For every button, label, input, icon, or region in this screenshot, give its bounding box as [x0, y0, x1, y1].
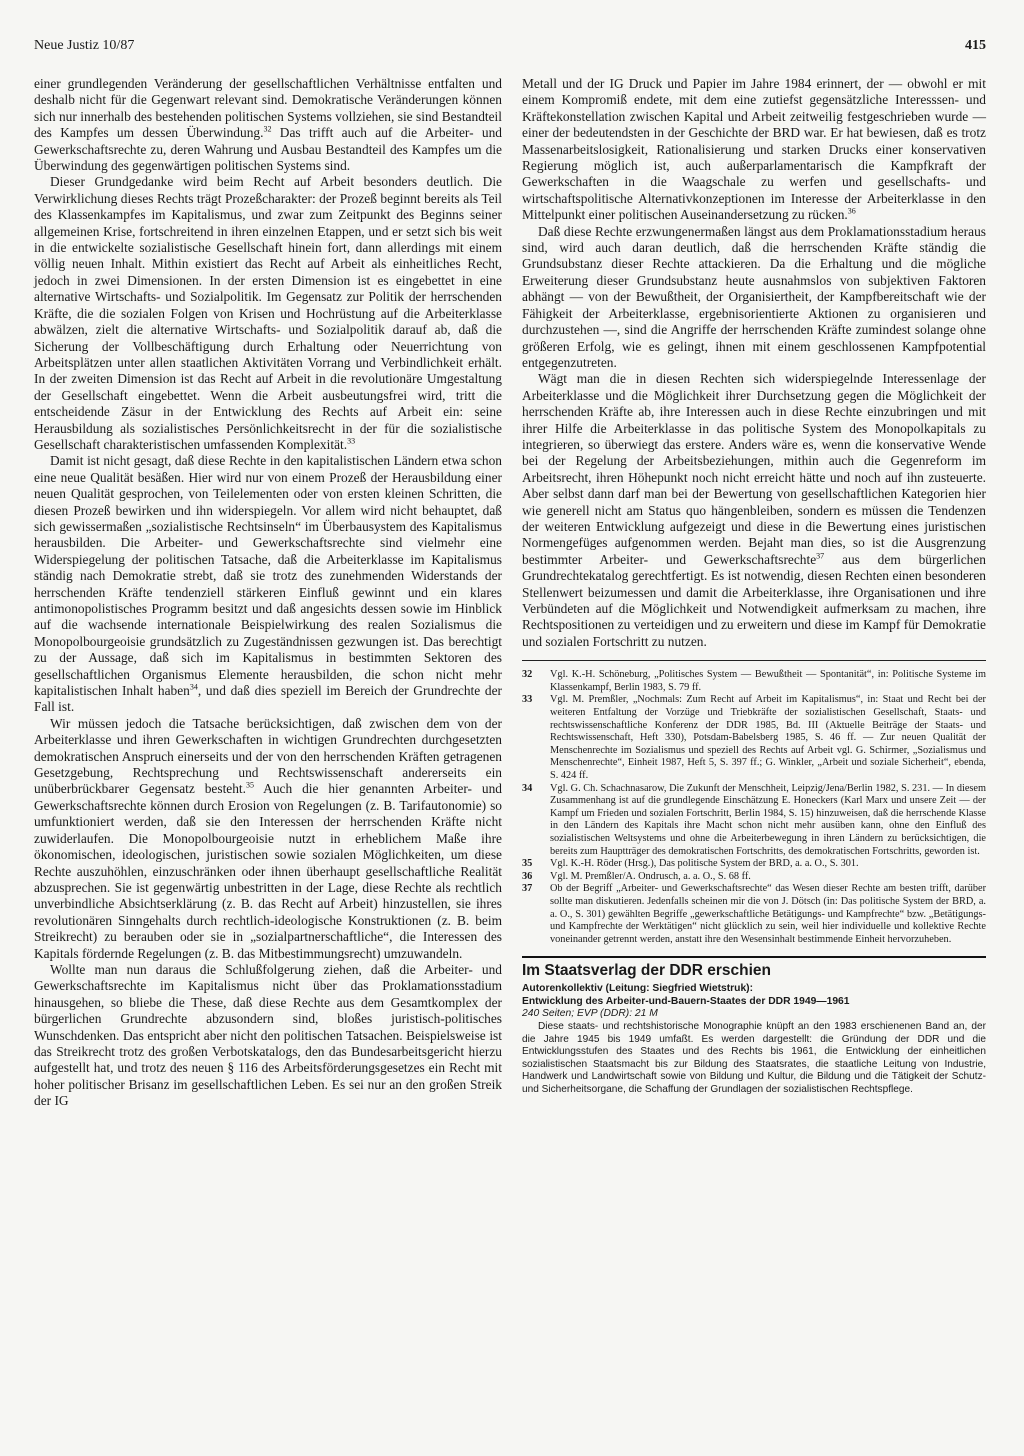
footnote: 32 Vgl. K.-H. Schöneburg, „Politisches System — Bewußtheit — Spontanität“, in: Politische Systeme im Klassenkampf, Berlin 1983, S. 79 ff.: [522, 669, 986, 693]
left-column: [34, 76, 502, 1110]
footnote-ref: 35: [246, 781, 255, 790]
footnote-ref: 37: [816, 551, 825, 561]
paragraph: Wollte man nun daraus die Schlußfolgerung ziehen, daß die Arbeiter- und Gewerkschaftsrechte im Kapitalismus nicht über das Proklamationsstadium hinausgehen, so bliebe die These, daß diese Rechte aus dem Gesamtkomplex der bürgerlichen Grundrechte abzusondern sind, bloßes juristisch-politisches Wunschdenken. Das entspricht aber nicht den politischen Tatsachen. Beispielsweise ist das Streikrecht trotz des großen Verbotskatalogs, den das Bundesarbeitsgericht hierzu aufgestellt hat, und trotz des neuen § 116 des Arbeitsförderungsgesetzes ein Recht mit hoher politischer Brisanz im gesellschaftlichen Leben. Es sei nur an den großen Streik der IG: [34, 961, 502, 1109]
journal-issue: Neue Justiz 10/87: [34, 38, 135, 53]
page-number: 415: [965, 38, 986, 53]
footnote: 37 Ob der Begriff „Arbeiter- und Gewerkschaftsrechte“ das Wesen dieser Rechte am besten trifft, darüber sollte man diskutieren. Jedenfalls scheinen mir die von J. Dötsch (in: Das politische System der BRD, a. a. O., S. 301) gewählten Begriffe „gewerkschaftliche Betätigungs- und Kampfrechte“ bzw. „Betätigungs- und Kampfrechte der Werktätigen“ nicht glücklich zu sein, weil hier individuelle und kollektive Rechte voneinander getrennt werden, anstatt ihre den Wesensinhalt bestimmende Einheit hervorzuheben.: [522, 883, 986, 945]
footnote: 34 Vgl. G. Ch. Schachnasarow, Die Zukunft der Menschheit, Leipzig/Jena/Berlin 1982, S. 231. — In diesem Zusammenhang ist auf die grundlegende Einschätzung E. Honeckers (Karl Marx und unsere Zeit — der Kampf um Frieden und sozialen Fortschritt, Berlin 1984, S. 15) hinzuweisen, daß die herrschende Klasse in den Ländern des Kapitals ihre Macht schon nicht mehr ausüben kann, ohne den Einfluß des sozialistischen Weltsystems und ohne die Arbeiterbewegung in ihren Ländern zu berücksichtigen, die bereits zum Hauptträger des demokratischen Fortschritts, des demokratischen Fortschritts, geworden ist.: [522, 782, 986, 857]
paragraph: Wir müssen jedoch die Tatsache berücksichtigen, daß zwischen dem von der Arbeiterklasse und ihren Gewerkschaften in wichtigen Grundrechten durchgesetzten demokratischen Anspruch einerseits und der von den herrschenden Kräften getragenen Gesetzgebung, Rechtsprechung und Rechtswissenschaft andererseits ein unüberbrückbarer Gegensatz besteht.$^{35}$ Auch die hier genannten Arbeiter- und Gewerkschaftsrechte können durch Erosion von Regelungen (z. B. Tarifautonomie) so umfunktioniert werden, daß sie den Interessen der herrschenden Kräfte nicht zuwiderlaufen. Die Monopolbourgeoisie nutzt in erheblichem Maße ihre ökonomischen, ideologischen, juristischen sowie sozialen Möglichkeiten, um diese Rechte auszuhöhlen, einzuschränken oder ihnen überhaupt gesellschaftliche Realität abzusprechen. Sie ist gegenwärtig unbestritten in der Lage, diese Rechte als rechtlich unverbindliche Absichtserklärung (z. B. das Recht auf Arbeit) hinzustellen, sie ihres revolutionären Sinngehalts durch rechtlich-ideologische Konstruktionen (z. B. beim Streikrecht) zu berauben oder sie in „sozialpartnerschaftliche“, die Interessen des Kapitals fördernde Regelungen (z. B. das Mitbestimmungsrecht) umzuwandeln.: [34, 715, 502, 961]
book-meta: 240 Seiten; EVP (DDR): 21 M: [522, 1008, 658, 1020]
footnote: 33 Vgl. M. Premßler, „Nochmals: Zum Recht auf Arbeit im Kapitalismus“, in: Staat und Recht bei der weiteren Entfaltung der Vorzüge und Triebkräfte der sozialistischen Gesellschaft, Staats- und rechtswissenschaftliche Konferenz der DDR 1985, Bd. III (Aktuelle Beiträge der Staats- und Rechtswissenschaft, Heft 330), Potsdam-Babelsberg 1985, S. 46 ff. — Zur neuen Qualität der Menschenrechte im Sozialismus und speziell des Rechts auf Arbeit vgl. G. Schirmer, „Sozialismus und Menschenrechte“, Einheit 1987, Heft 5, S. 397 ff.; G. Winkler, „Arbeit und soziale Sicherheit“, ebenda, S. 424 ff.: [522, 694, 986, 781]
paragraph: Wägt man die in diesen Rechten sich widerspiegelnde Interessenlage der Arbeiterklasse und die Möglichkeit ihrer Durchsetzung gegen die Möglichkeit der herrschenden Kräfte ab, ihre Interessen auch in diese Rechte einzubringen und mit ihrer Hilfe die Arbeiterklasse in das politische System des Monopolkapitals zu integrieren, so überwiegt das erstere. Anders wäre es, wenn die konservative Wende bei der Regelung der Arbeitsbeziehungen, mithin auch die Gegenreform im Arbeitsrecht, ihren Höhepunkt noch nicht erreicht hätte und noch auf ihn zusteuerte. Aber selbst dann darf man bei der Bewertung von gesellschaftlichen Kategorien hier wie generell nicht am Status quo hängenbleiben, sondern es müssen die Tendenzen der weiteren Entwicklung aufgezeigt und diese in die Bewertung eines juristischen Normengefüges aufgenommen werden. Bejaht man dies, so ist die Ausgrenzung bestimmter Arbeiter- und Gewerkschaftsrechte$^{37}$ aus dem bürgerlichen Grundrechtekatalog gerechtfertigt. Es ist notwendig, diesen Rechten einen besonderen Stellenwert beizumessen und damit die Arbeiterklasse, ihre Organisationen und ihre Verbündeten auf die Möglichkeit und Notwendigkeit aufmerksam zu machen, ihre Rechtspositionen zu verteidigen und zu erweitern und diese im Kampf für Demokratie und sozialen Fortschritt zu nutzen.: [522, 371, 986, 649]
book-authors: Autorenkollektiv (Leitung: Siegfried Wietstruk):: [522, 983, 754, 995]
announcement-heading: Im Staatsverlag der DDR erschien: [522, 962, 771, 980]
paragraph: Damit ist nicht gesagt, daß diese Rechte in den kapitalistischen Ländern etwa schon eine neue Qualität besäßen. Hier wird nur von einem Prozeß der Herausbildung einer neuen Qualität gesprochen, von Teilelementen oder von ersten kleinen Schritten, die diesen Prozeß bewirken und ihn widerspiegeln. Vor allem wird nicht behauptet, daß sich gewissermaßen „sozialistische Rechtsinseln“ im Überbausystem des Kapitalismus herausbilden. Die Arbeiter- und Gewerkschaftsrechte sind vielmehr eine Widerspiegelung der politischen Tatsache, daß die Arbeiterklasse im Kapitalismus ständig nach Demokratie strebt, daß sie trotz des zunehmenden Widerstands der herrschenden Kräfte tendenziell stärkeren Einfluß gewinnt und ein klares antimonopolistisches Programm besitzt und daß angesichts dessen sowie im Hinblick auf die wachsende internationale Beispielwirkung des realen Sozialismus die Monopolbourgeoisie grundsätzlich zu Zugeständnissen gezwungen ist. Das berechtigt zu der Aussage, daß sich im Kapitalismus in bestimmten Sektoren des gesellschaftlichen Organismus Elemente herausbilden, die schon nicht mehr kapitalistischen Inhalt haben$^{34}$, und daß dies speziell im Bereich der Grundrechte der Fall ist.: [34, 453, 502, 715]
publisher-announcement: [522, 956, 986, 1096]
paragraph: Daß diese Rechte erzwungenermaßen längst aus dem Proklamationsstadium heraus sind, wird auch daran deutlich, daß die herrschenden Kräfte ständig die Grundsubstanz dieser Rechte attackieren. Da die Erhaltung und die mögliche Erweiterung dieser Grundsubstanz heute ausnahmslos von subjektiven Faktoren abhängt — von der Bewußtheit, der Organisiertheit, der Kampfbereitschaft wie der Fähigkeit der Arbeiterklasse, ergebnisorientierte Aktionen zu organisieren und durchzustehen —, sind die Angriffe der herrschenden Kräfte zumindest solange ohne größeren Erfolg, wie es gelingt, ihnen mit einem geschlossenen Kampfpotential entgegenzutreten.: [522, 223, 986, 370]
footnote-ref: 36: [847, 206, 856, 216]
footnotes: [522, 669, 986, 946]
page-header: [34, 38, 986, 54]
footnote-ref: 34: [189, 682, 198, 692]
paragraph: Metall und der IG Druck und Papier im Jahre 1984 erinnert, der — obwohl er mit einem Kompromiß endete, mit dem eine zutiefst gegensätzliche Interesssen- und Kräftekonstellation zwischen Kapital und Arbeit zeitweilig festgeschrieben wurde — einer der bedeutendsten in der Geschichte der BRD war. Er hat bewiesen, daß es trotz Massenarbeitslosigkeit, Rationalisierung und starken Drucks einer konservativen Regierung möglich ist, auch außerparlamentarisch die Kampfkraft der Gewerkschaften in die Waagschale zu werfen und gesellschafts- und wirtschaftspolitische Alternativkonzeptionen im Interesse der Arbeiterklasse in den Mittelpunkt einer politischen Auseinandersetzung zu rücken.$^{36}$: [522, 76, 986, 223]
right-column: [522, 76, 986, 1097]
paragraph: Dieser Grundgedanke wird beim Recht auf Arbeit besonders deutlich. Die Verwirklichung dieses Rechts trägt Prozeßcharakter: der Prozeß beginnt bereits als Teil des Klassenkampfes im Kapitalismus, und zwar zum Zeitpunkt des Beginns seiner allgemeinen Krise, fortschreitend in ihren einzelnen Etappen, und er setzt sich bis weit in die entwickelte sozialistische Gesellschaft hinein fort, dann allerdings mit einem völlig neuen Inhalt. Mithin existiert das Recht auf Arbeit als einheitliches Recht, jedoch in zwei Dimensionen. In der ersten Dimension ist es eingebettet in eine alternative Wirtschafts- und Sozialpolitik. Im Gegensatz zur Politik der herrschenden Kräfte, die die sozialen Folgen von Krisen und Hochrüstung auf die Arbeiterklasse abwälzen, zielt die alternative Wirtschafts- und Sozialpolitik darauf ab, daß die Sicherung der Vollbeschäftigung durch Erhaltung oder Neuerrichtung von Arbeitsplätzen unter allen staatlichen Aktivitäten Vorrang und Verbindlichkeit erhält. In der zweiten Dimension ist das Recht auf Arbeit in die revolutionäre Umgestaltung der Gesellschaft eingebettet. Wenn die Arbeit ausbeutungsfrei wird, tritt die entscheidende Zäsur in der Entwicklung des Rechts auf Arbeit ein: seine Herausbildung als sozialistisches Persönlichkeitsrecht in der für die sozialistische Gesellschaft charakteristischen umfassenden Komplexität.$^{33}$: [34, 174, 502, 452]
footnote-divider: [522, 660, 986, 661]
book-description: Diese staats- und rechtshistorische Monographie knüpft an den 1983 erschienenen Band an, der die Jahre 1945 bis 1949 umfaßt. Es werden dargestellt: die Gründung der DDR und die Entwicklungsstufen des Staates und des Rechts bis 1961, die Entwicklung der einheitlichen sozialistischen Staatsmacht bis zur Bildung des Staatsrates, die staatliche Leitung von Industrie, Handwerk und Landwirtschaft sowie von Bildung und Kultur, die Bildung und die Tätigkeit der Schutz- und Sicherheitsorgane, die Schaffung der Grundlagen der sozialistischen Rechtspflege.: [522, 1021, 986, 1096]
book-title: Entwicklung des Arbeiter-und-Bauern-Staates der DDR 1949—1961: [522, 995, 850, 1007]
footnote-ref: 33: [347, 436, 356, 446]
footnote: 35 Vgl. K.-H. Röder (Hrsg.), Das politische System der BRD, a. a. O., S. 301.: [522, 858, 859, 870]
footnote: 36 Vgl. M. Premßler/A. Ondrusch, a. a. O., S. 68 ff.: [522, 870, 751, 882]
paragraph: einer grundlegenden Veränderung der gesellschaftlichen Verhältnisse entfalten und deshalb nicht für die Gegenwart relevant sind. Demokratische Veränderungen können sich nur innerhalb des bestehenden politischen Systems vollziehen, sie sind Bestandteil des Kampfes um dessen Überwindung.$^{32}$ Das trifft auch auf die Arbeiter- und Gewerkschaftsrechte zu, deren Wahrung und Ausbau Bestandteil des Kampfes um die Überwindung des gegenwärtigen politischen Systems sind.: [34, 76, 502, 174]
footnote-ref: 32: [263, 124, 272, 134]
